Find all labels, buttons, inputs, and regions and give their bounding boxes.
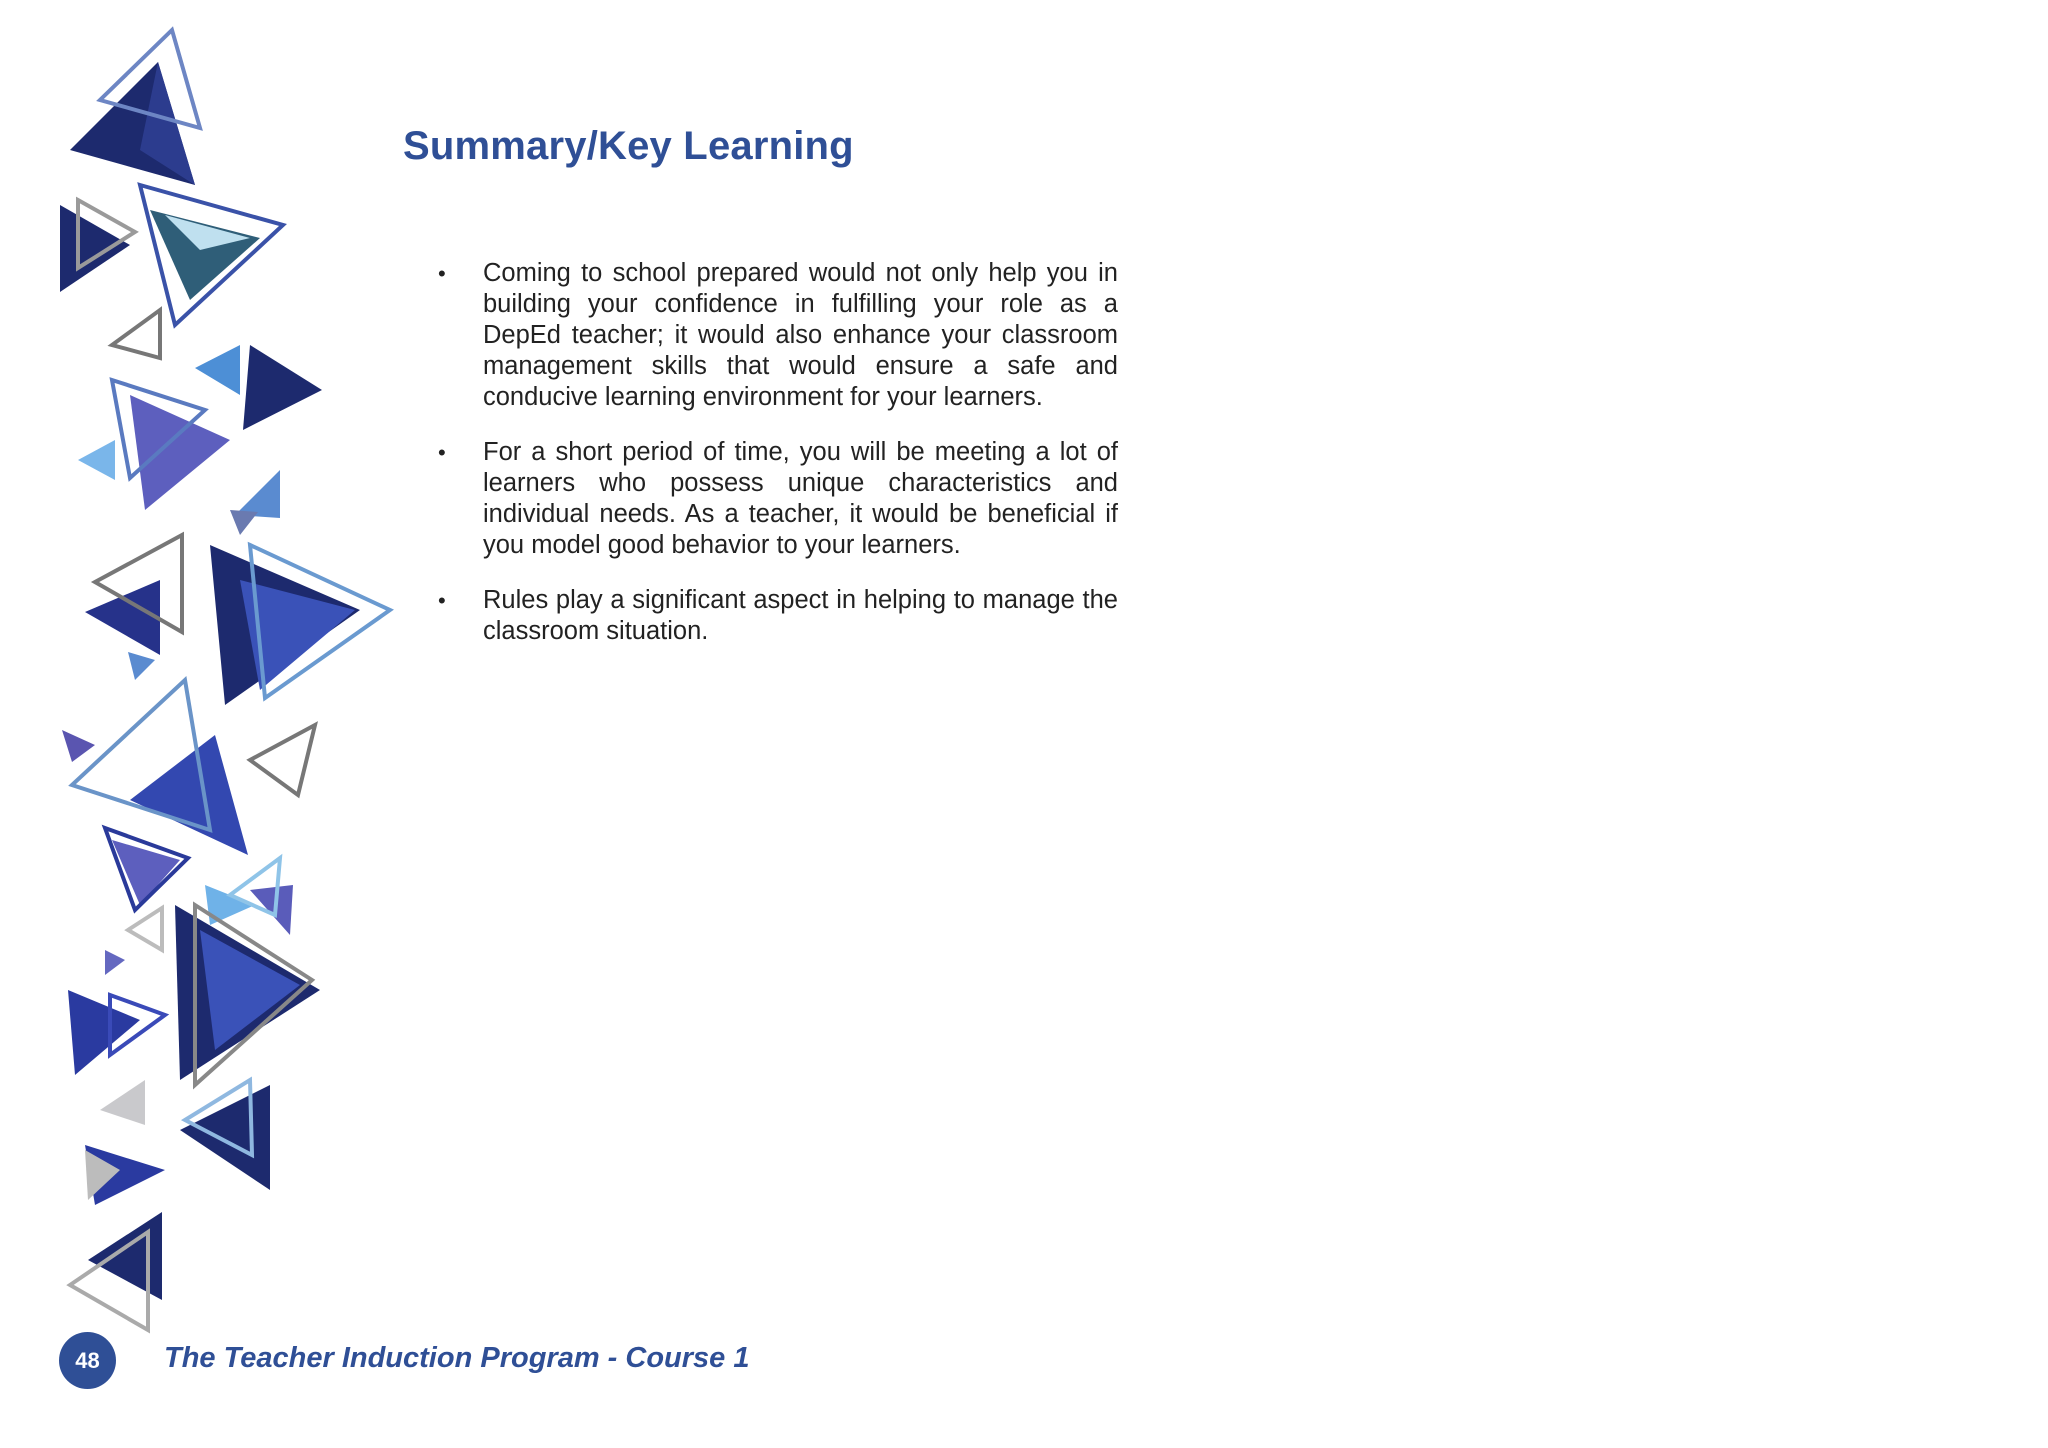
key-learning-list [438, 258, 1118, 671]
bullet-icon: • [438, 261, 446, 286]
bullet-icon: • [438, 440, 446, 465]
list-item-text: For a short period of time, you will be meeting a lot of learners who possess unique characteristics and individual needs. As a teacher, it would be beneficial if you model good behavior to your learners. [483, 438, 1118, 559]
bullet-icon: • [438, 588, 446, 613]
list-item [438, 437, 1118, 561]
triangle-decoration [0, 0, 420, 1448]
list-item-text: Rules play a significant aspect in helping to manage the classroom situation. [483, 586, 1118, 645]
list-item [438, 585, 1118, 647]
list-item [438, 258, 1118, 413]
list-item-text: Coming to school prepared would not only help you in building your confidence in fulfilling your role as a DepEd teacher; it would also enhance your classroom management skills that would ensure a safe and conducive learning environment for your learners. [483, 259, 1118, 411]
page-number-badge: 48 [59, 1332, 116, 1389]
page-title: Summary/Key Learning [403, 124, 854, 168]
footer-title: The Teacher Induction Program - Course 1 [164, 1342, 750, 1374]
